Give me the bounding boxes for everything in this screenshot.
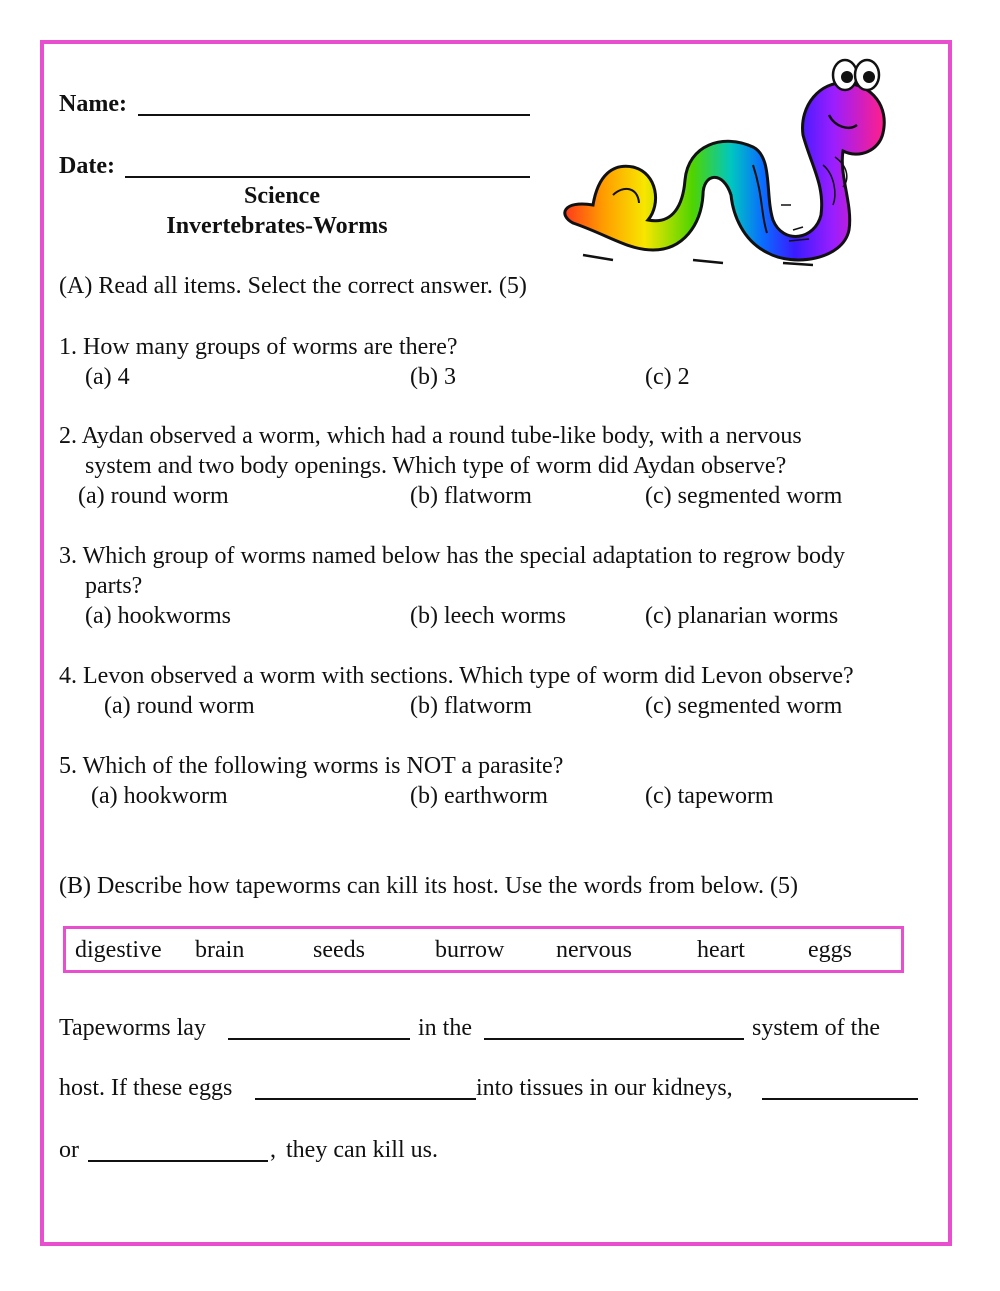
name-label: Name: <box>59 91 127 117</box>
q1-option-b[interactable]: (b) 3 <box>410 364 456 390</box>
answer-blank-1[interactable] <box>228 1038 410 1040</box>
sentence-text: , <box>270 1137 276 1163</box>
question-2-line2: system and two body openings. Which type of worm did Aydan observe? <box>85 453 787 479</box>
q5-option-c[interactable]: (c) tapeworm <box>645 783 774 809</box>
sentence-text: host. If these eggs <box>59 1075 233 1101</box>
sentence-text: or <box>59 1137 79 1163</box>
rainbow-worm-illustration <box>553 55 893 270</box>
word-bank-item[interactable]: nervous <box>556 937 632 963</box>
name-blank[interactable] <box>138 114 530 116</box>
topic-title: Invertebrates-Worms <box>166 213 388 239</box>
word-bank-item[interactable]: brain <box>195 937 245 963</box>
q3-option-b[interactable]: (b) leech worms <box>410 603 566 629</box>
date-label: Date: <box>59 153 115 179</box>
question-3-line2: parts? <box>85 573 143 599</box>
sentence-text: they can kill us. <box>286 1137 438 1163</box>
subject-title: Science <box>244 183 320 209</box>
question-3-line1: 3. Which group of worms named below has the special adaptation to regrow body <box>59 543 846 569</box>
sentence-text: into tissues in our kidneys, <box>476 1075 733 1101</box>
q2-option-b[interactable]: (b) flatworm <box>410 483 532 509</box>
sentence-text: system of the <box>752 1015 880 1041</box>
section-a-instruction: (A) Read all items. Select the correct answer. (5) <box>59 273 527 299</box>
q3-option-c[interactable]: (c) planarian worms <box>645 603 839 629</box>
q4-option-b[interactable]: (b) flatworm <box>410 693 532 719</box>
date-blank[interactable] <box>125 176 530 178</box>
q5-option-b[interactable]: (b) earthworm <box>410 783 548 809</box>
q3-option-a[interactable]: (a) hookworms <box>85 603 231 629</box>
q2-option-a[interactable]: (a) round worm <box>78 483 229 509</box>
q1-option-c[interactable]: (c) 2 <box>645 364 690 390</box>
question-4: 4. Levon observed a worm with sections. Which type of worm did Levon observe? <box>59 663 854 689</box>
word-bank-item[interactable]: eggs <box>808 937 852 963</box>
sentence-text: Tapeworms lay <box>59 1015 206 1041</box>
sentence-text: in the <box>418 1015 472 1041</box>
question-1: 1. How many groups of worms are there? <box>59 334 458 360</box>
q2-option-c[interactable]: (c) segmented worm <box>645 483 843 509</box>
q4-option-a[interactable]: (a) round worm <box>104 693 255 719</box>
answer-blank-2[interactable] <box>484 1038 744 1040</box>
word-bank-item[interactable]: burrow <box>435 937 505 963</box>
q1-option-a[interactable]: (a) 4 <box>85 364 130 390</box>
word-bank-item[interactable]: digestive <box>75 937 162 963</box>
q4-option-c[interactable]: (c) segmented worm <box>645 693 843 719</box>
answer-blank-3[interactable] <box>255 1098 476 1100</box>
word-bank-item[interactable]: seeds <box>313 937 365 963</box>
question-5: 5. Which of the following worms is NOT a parasite? <box>59 753 564 779</box>
answer-blank-4[interactable] <box>762 1098 918 1100</box>
word-bank-item[interactable]: heart <box>697 937 745 963</box>
question-2-line1: 2. Aydan observed a worm, which had a round tube-like body, with a nervous <box>59 423 802 449</box>
q5-option-a[interactable]: (a) hookworm <box>91 783 228 809</box>
answer-blank-5[interactable] <box>88 1160 268 1162</box>
section-b-instruction: (B) Describe how tapeworms can kill its host. Use the words from below. (5) <box>59 873 798 899</box>
